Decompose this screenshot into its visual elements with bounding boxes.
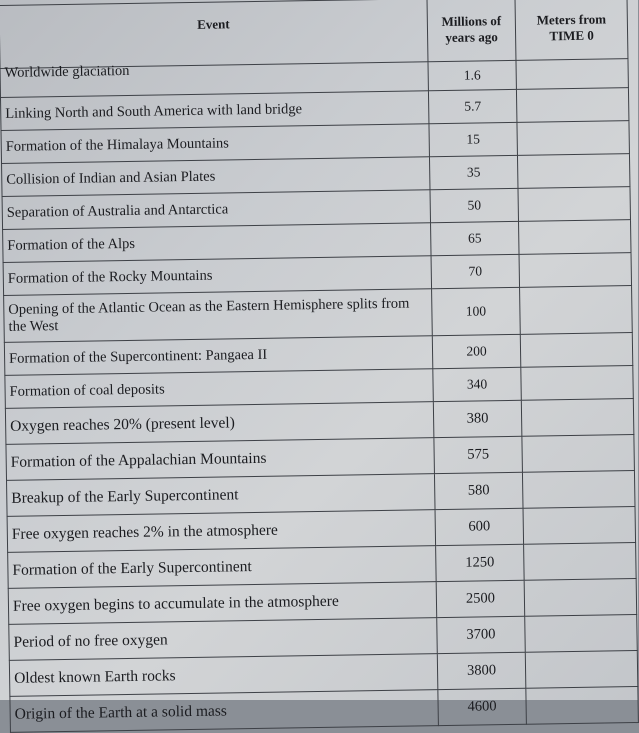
mya-cell: 600 [435,508,524,545]
mya-cell: 4600 [438,688,527,725]
meters-cell[interactable] [520,333,633,368]
mya-cell: 580 [434,472,523,509]
meters-cell[interactable] [519,253,632,288]
meters-cell[interactable] [522,471,635,509]
event-cell: Separation of Australia and Antarctica [2,190,430,230]
event-cell: Formation of the Himalaya Mountains [1,124,429,164]
meters-cell[interactable] [518,187,631,222]
event-cell: Formation of the Appalachian Mountains [6,438,435,481]
meters-cell[interactable] [520,286,633,335]
meters-cell[interactable] [521,366,634,401]
header-millions-of-years-ago: Millions of years ago [427,0,516,62]
header-event: Event [0,0,428,68]
mya-cell: 3700 [437,616,526,653]
event-cell: Oldest known Earth rocks [9,654,438,697]
event-cell: Collision of Indian and Asian Plates [2,157,430,197]
meters-cell[interactable] [516,88,629,123]
meters-cell[interactable] [523,507,636,545]
meters-cell[interactable] [516,59,628,90]
event-cell: Opening of the Atlantic Ocean as the Eastern Hemisphere splits from the West [4,289,433,343]
event-cell: Free oxygen begins to accumulate in the atmosphere [8,582,437,625]
mya-cell: 3800 [437,652,526,689]
event-cell: Oxygen reaches 20% (present level) [5,402,434,445]
meters-cell[interactable] [517,154,630,189]
meters-cell[interactable] [517,121,630,156]
mya-cell: 70 [431,254,520,288]
mya-cell: 50 [430,188,519,222]
meters-cell[interactable] [524,543,637,581]
event-cell: Formation of the Supercontinent: Pangaea II [4,336,432,376]
event-cell: Formation of the Alps [3,223,431,263]
meters-cell[interactable] [521,399,634,437]
mya-cell: 5.7 [428,89,517,123]
event-cell: Linking North and South America with land bridge [0,91,428,131]
meters-cell[interactable] [525,651,638,689]
event-cell: Breakup of the Early Supercontinent [7,474,436,517]
mya-cell: 65 [431,221,520,255]
meters-cell[interactable] [525,615,638,653]
mya-cell: 380 [433,400,522,437]
header-row [0,0,628,68]
event-cell: Formation of the Rocky Mountains [3,256,431,296]
mya-cell: 2500 [436,580,525,617]
mya-cell: 1.6 [428,60,516,90]
event-cell: Formation of the Early Supercontinent [8,546,437,589]
mya-cell: 35 [429,155,518,189]
mya-cell: 340 [433,367,522,401]
mya-cell: 1250 [436,544,525,581]
event-cell: Period of no free oxygen [9,618,438,661]
meters-cell[interactable] [519,220,632,255]
mya-cell: 200 [432,334,521,368]
event-text: Worldwide glaciation [4,62,130,81]
mya-cell: 15 [429,122,518,156]
event-cell: Formation of coal deposits [5,369,433,409]
event-cell: Free oxygen reaches 2% in the atmosphere [7,510,436,553]
mya-cell: 100 [432,287,521,335]
header-meters-from-time-0: Meters from TIME 0 [515,0,628,60]
meters-cell[interactable] [526,687,639,725]
meters-cell[interactable] [522,435,635,473]
event-cell: Origin of the Earth at a solid mass [10,690,439,733]
mya-cell: 575 [434,436,523,473]
meters-cell[interactable] [524,579,637,617]
